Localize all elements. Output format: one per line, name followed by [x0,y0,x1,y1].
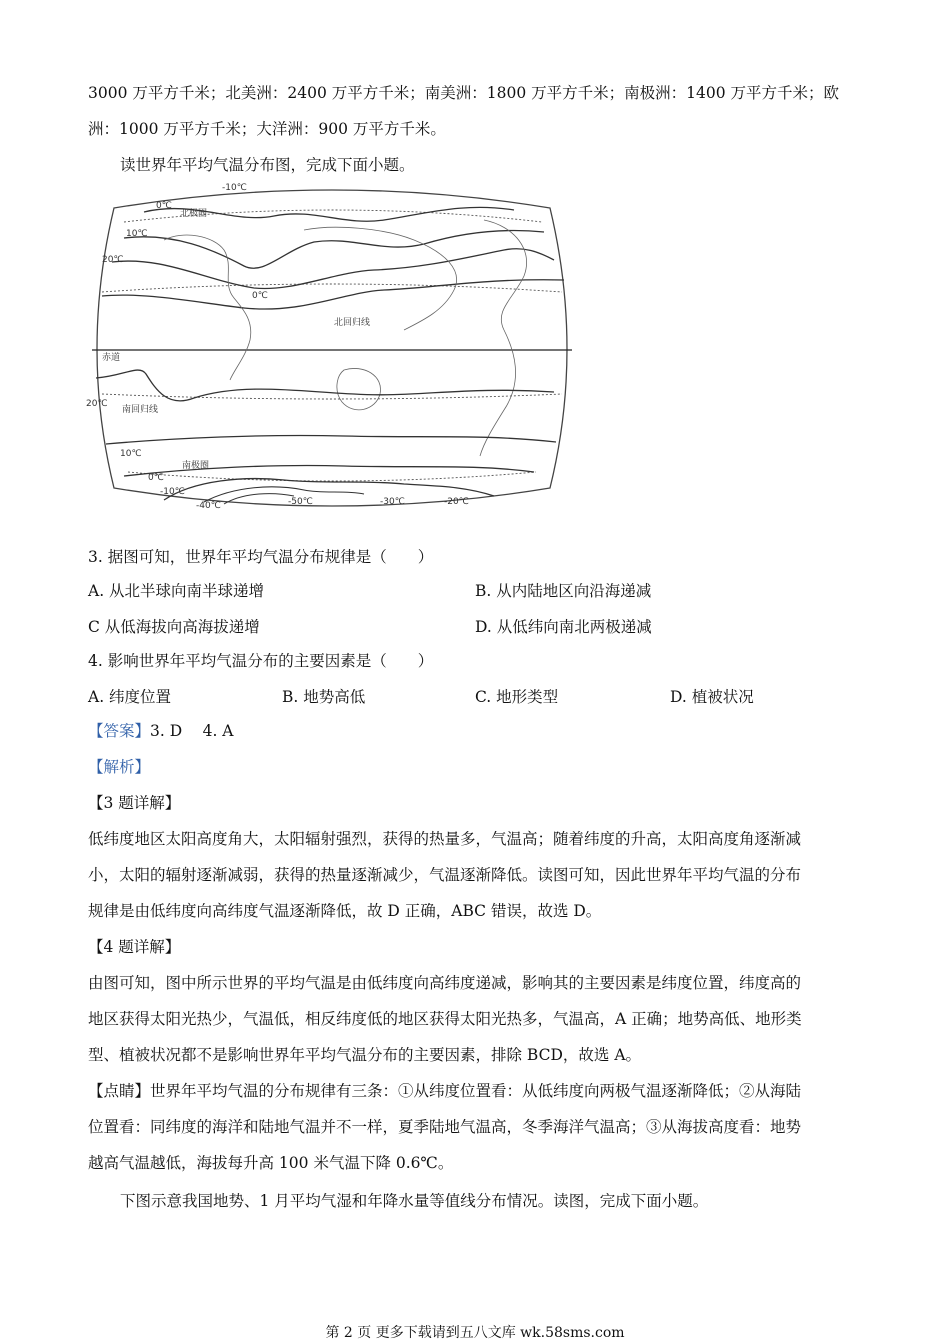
map-frame [97,190,567,506]
tip-line: 越高气温越低，海拔每升高 100 米气温下降 0.6℃。 [88,1154,454,1172]
isotherm-n-20 [102,280,564,309]
detail-4-line: 地区获得太阳光热少，气温低，相反纬度低的地区获得太阳光热多，气温高，A 正确；地势高低、地形类 [88,1010,802,1028]
map-label: -10℃ [160,487,185,497]
isotherm-s-20 [96,370,554,401]
tropic-cancer-line [102,284,562,292]
antarctic-circle-line [128,472,536,481]
option-4d[interactable]: D. 植被状况 [670,688,754,706]
map-label: 北极圈 [180,209,208,219]
isotherm-n-0 [124,231,544,269]
map-label: 20℃ [86,399,108,409]
question-3: 3. 据图可知，世界年平均气温分布规律是（ ） [88,548,434,566]
detail-title-3: 【3 题详解】 [88,794,181,812]
detail-3-line: 小，太阳的辐射逐渐减弱，获得的热量逐渐减少，气温逐渐降低。读图可知，因此世界年平均气温的分布 [88,866,802,884]
map-label: 10℃ [120,449,142,459]
map-label: -30℃ [380,497,405,507]
isotherm-s-10 [106,435,556,444]
continent-outline [480,220,527,456]
option-3a[interactable]: A. 从北半球向南半球递增 [88,582,265,600]
isotherm-n-10 [112,249,554,289]
answer-tag: 【答案】 [88,722,151,740]
detail-3-line: 低纬度地区太阳高度角大，太阳辐射强烈，获得的热量多，气温高；随着纬度的升高，太阳高度角逐渐减 [88,830,802,848]
question-4: 4. 影响世界年平均气温分布的主要因素是（ ） [88,652,434,670]
option-3b[interactable]: B. 从内陆地区向沿海递减 [475,582,652,600]
map-label: 南回归线 [122,405,159,415]
map-label: -10℃ [222,183,247,193]
para-line: 洲：1000 万平方千米；大洋洲：900 万平方千米。 [88,120,446,138]
map-label: 20℃ [102,255,124,265]
tip-line: 位置看：同纬度的海洋和陆地气温并不一样，夏季陆地气温高，冬季海洋气温高；③从海拔高度看：地势 [88,1118,802,1136]
detail-title-4: 【4 题详解】 [88,938,181,956]
map-label: -50℃ [288,497,313,507]
answer-line [88,720,234,742]
tropic-capricorn-line [102,394,562,399]
para-line: 3000 万平方千米；北美洲：2400 万平方千米；南美洲：1800 万平方千米；南极洲：1400 万平方千米；欧 [88,84,839,102]
map-label: 北回归线 [334,318,371,328]
map-label: 10℃ [126,229,148,239]
map-label: 0℃ [252,291,268,301]
map-label: 0℃ [148,473,164,483]
option-3d[interactable]: D. 从低纬向南北两极递减 [475,618,652,636]
option-3c[interactable]: C 从低海拔向高海拔递增 [88,618,260,636]
option-4b[interactable]: B. 地势高低 [282,688,366,706]
option-4c[interactable]: C. 地形类型 [475,688,559,706]
world-temperature-map [84,180,580,514]
analysis-tag: 【解析】 [88,758,151,776]
continent-outline [337,368,381,409]
map-label: 南极圈 [182,461,210,471]
map-label: -20℃ [444,497,469,507]
map-label: 0℃ [156,201,172,211]
next-question-intro: 下图示意我国地势、1 月平均气湿和年降水量等值线分布情况。读图，完成下面小题。 [120,1192,709,1210]
detail-4-line: 由图可知，图中所示世界的平均气温是由低纬度向高纬度递减，影响其的主要因素是纬度位置，纬度高的 [88,974,802,992]
detail-3-line: 规律是由低纬度向高纬度气温逐渐降低，故 D 正确，ABC 错误，故选 D。 [88,902,602,920]
question-intro: 读世界年平均气温分布图，完成下面小题。 [120,156,415,174]
answer-text: 3. D 4. A [150,722,234,740]
option-4a[interactable]: A. 纬度位置 [88,688,172,706]
tip-line: 【点睛】世界年平均气温的分布规律有三条：①从纬度位置看：从低纬度向两极气温逐渐降低；②从海陆 [88,1082,802,1100]
map-label: 赤道 [102,353,121,363]
detail-4-line: 型、植被状况都不是影响世界年平均气温分布的主要因素，排除 BCD，故选 A。 [88,1046,642,1064]
map-label: -40℃ [196,501,221,511]
page-footer: 第 2 页 更多下载请到五八文库 wk.58sms.com [325,1325,625,1341]
